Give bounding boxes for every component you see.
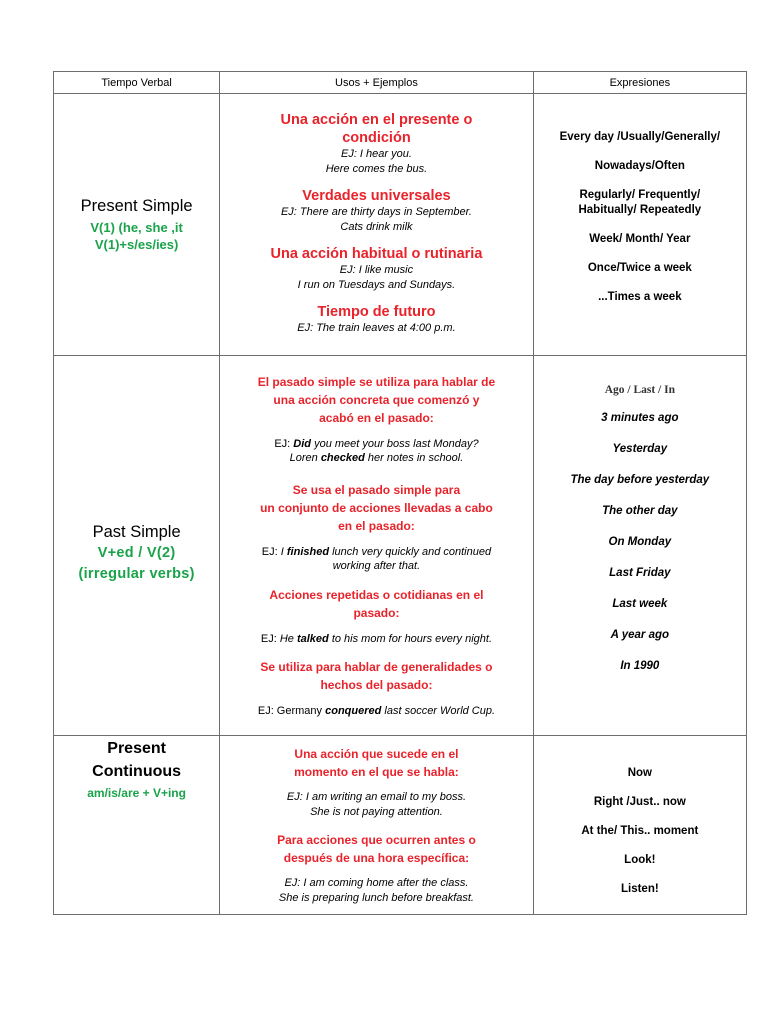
example: EJ: I like music: [339, 264, 414, 277]
example: EJ: I hear you.: [340, 148, 412, 161]
expression: ...Times a week: [598, 291, 682, 303]
uses-cell: [220, 94, 533, 356]
header-tiempo-verbal: Tiempo Verbal: [54, 72, 220, 94]
expression: Nowadays/Often: [594, 160, 685, 172]
example: EJ: Did you meet your boss last Monday?: [274, 437, 479, 450]
use-title: una acción concreta que comenzó y: [273, 392, 480, 407]
row-past-simple: [54, 356, 747, 736]
example: She is preparing lunch before breakfast.: [278, 891, 474, 904]
tense-formula-line1: V+ed / V(2): [97, 544, 176, 561]
example: EJ: I am coming home after the class.: [284, 877, 469, 889]
expression: Every day /Usually/Generally/: [559, 131, 721, 143]
expression: On Monday: [608, 536, 672, 548]
header-row: [54, 72, 747, 94]
example: EJ: There are thirty days in September.: [280, 206, 472, 219]
tense-name-line2: Continuous: [92, 763, 182, 780]
expression: At the/ This.. moment: [581, 824, 699, 837]
expression-heading: Ago / Last / In: [604, 384, 675, 396]
example: EJ: I finished lunch very quickly and continued: [261, 545, 492, 558]
expression: Last Friday: [609, 567, 671, 579]
tense-formula-line2: (irregular verbs): [78, 565, 195, 582]
example: EJ: He talked to his mom for hours every night.: [260, 632, 492, 645]
use-title: Se utiliza para hablar de generalidades o: [260, 660, 493, 674]
use-title: después de una hora específica:: [283, 851, 470, 865]
tense-name: Present Simple: [80, 196, 193, 215]
expressions-cell: [533, 356, 746, 736]
use-title: Una acción en el presente o: [280, 112, 473, 129]
tense-cell: [54, 94, 220, 356]
expression: 3 minutes ago: [601, 412, 679, 424]
use-title: hechos del pasado:: [320, 678, 433, 692]
example: She is not paying attention.: [310, 805, 443, 818]
expression: The other day: [602, 505, 678, 517]
expressions-cell: [533, 736, 746, 915]
expression: Week/ Month/ Year: [589, 233, 691, 245]
example: Cats drink milk: [340, 220, 413, 233]
use-title: El pasado simple se utiliza para hablar de: [257, 374, 496, 389]
expression: Regularly/ Frequently/: [579, 189, 701, 201]
tense-name-line1: Present: [107, 740, 166, 757]
use-title: Acciones repetidas o cotidianas en el: [269, 587, 484, 602]
expression: Now: [627, 766, 652, 779]
example: working after that.: [332, 560, 421, 572]
use-title: en el pasado:: [338, 518, 415, 533]
use-title: condición: [342, 130, 411, 147]
use-title: Se usa el pasado simple para: [292, 482, 461, 497]
example: EJ: Germany conquered last soccer World Cup.: [257, 705, 496, 717]
use-title: acabó en el pasado:: [319, 410, 434, 425]
expression: The day before yesterday: [570, 474, 710, 486]
expression: Last week: [612, 598, 668, 610]
use-title: Para acciones que ocurren antes o: [277, 833, 476, 847]
expression: A year ago: [610, 629, 670, 641]
header-expresiones: Expresiones: [533, 72, 746, 94]
expression: Look!: [624, 853, 656, 866]
expression: Habitually/ Repeatedly: [578, 204, 702, 216]
use-title: Tiempo de futuro: [317, 304, 436, 321]
verb-tenses-table: [53, 71, 747, 915]
expression: In 1990: [620, 660, 660, 672]
tense-cell: [54, 736, 220, 915]
uses-cell: [220, 736, 533, 915]
use-title: pasado:: [353, 605, 400, 620]
row-present-continuous: [54, 736, 747, 915]
example: EJ: I am writing an email to my boss.: [286, 791, 467, 803]
expression: Yesterday: [612, 443, 668, 455]
uses-cell: [220, 356, 533, 736]
tense-formula: am/is/are + V+ing: [87, 786, 186, 800]
tense-formula-line2: V(1)+s/es/ies): [94, 236, 179, 252]
expressions-cell: [533, 94, 746, 356]
header-usos-ejemplos: Usos + Ejemplos: [220, 72, 533, 94]
tense-name: Past Simple: [92, 522, 181, 541]
use-title: un conjunto de acciones llevadas a cabo: [260, 500, 493, 515]
expression: Right /Just.. now: [593, 795, 686, 808]
example: Loren checked her notes in school.: [289, 452, 464, 464]
tense-formula-line1: V(1) (he, she ,it: [90, 219, 183, 235]
use-title: Verdades universales: [302, 188, 451, 205]
use-title: momento en el que se habla:: [294, 765, 459, 779]
use-title: Una acción que sucede en el: [294, 747, 459, 761]
example: I run on Tuesdays and Sundays.: [297, 278, 456, 291]
use-title: Una acción habitual o rutinaria: [270, 246, 483, 263]
tense-cell: [54, 356, 220, 736]
row-present-simple: [54, 94, 747, 356]
example: EJ: The train leaves at 4:00 p.m.: [297, 322, 456, 335]
expression: Listen!: [620, 882, 659, 895]
expression: Once/Twice a week: [587, 262, 692, 274]
example: Here comes the bus.: [325, 162, 428, 175]
